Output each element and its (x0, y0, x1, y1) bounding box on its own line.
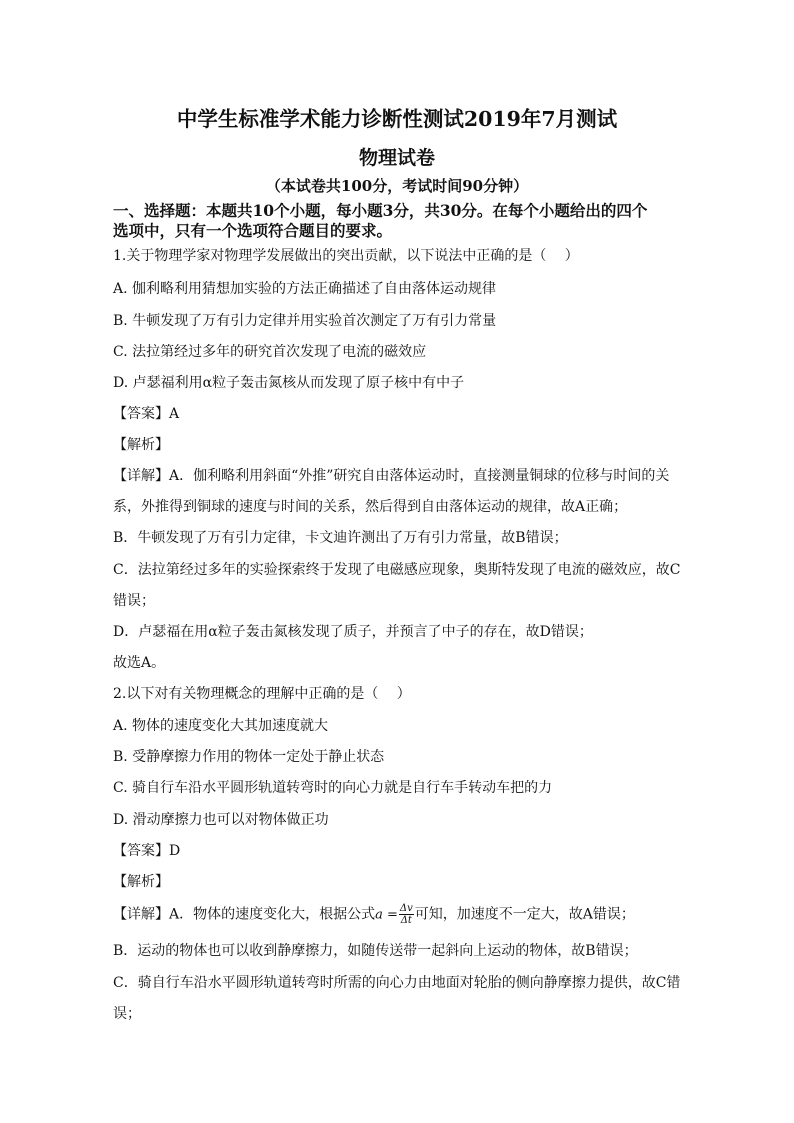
q1-detail-line: C．法拉第经过多年的实验探索终于发现了电磁感应现象，奥斯特发现了电流的磁效应，故C (113, 562, 681, 578)
q2-detail-line: 误； (113, 1006, 141, 1022)
exam-subtitle: 物理试卷 (358, 147, 435, 169)
q1-detail-line: 错误； (113, 593, 155, 609)
q1-detail-line: 故选A。 (113, 655, 166, 671)
q1-option-b: B. 牛顿发现了万有引力定律并用实验首次测定了万有引力常量 (113, 313, 497, 329)
q1-detail-line: 系，外推得到铜球的速度与时间的关系，然后得到自由落体运动的规律，故A正确； (113, 499, 628, 515)
q2-answer: 【答案】D (113, 843, 181, 859)
q2-option-c: C. 骑自行车沿水平圆形轨道转弯时的向心力就是自行车手转动车把的力 (113, 780, 553, 796)
section-heading-line1: 一、选择题：本题共10个小题，每小题3分，共30分。在每个小题给出的四个 (113, 201, 648, 220)
q1-analysis-label: 【解析】 (113, 437, 169, 453)
exam-note: （本试卷共100分，考试时间90分钟） (265, 177, 529, 195)
q1-answer: 【答案】A (113, 406, 180, 422)
formula-numerator: Δv (399, 903, 413, 914)
q2-stem: 2.以下对有关物理概念的理解中正确的是（ ） (113, 686, 411, 702)
q1-stem: 1.关于物理学家对物理学发展做出的突出贡献，以下说法中正确的是（ ） (113, 248, 579, 264)
exam-title: 中学生标准学术能力诊断性测试2019年7月测试 (176, 107, 618, 131)
q2-detail-a-tail: 可知，加速度不一定大，故A错误； (414, 906, 635, 923)
formula-denominator: Δt (400, 915, 412, 926)
q1-option-a: A. 伽利略利用猜想加实验的方法正确描述了自由落体运动规律 (113, 281, 497, 297)
q1-detail-line: 【详解】A．伽利略利用斜面“外推”研究自由落体运动时，直接测量铜球的位移与时间的关 (113, 468, 670, 484)
q1-detail-line: B．牛顿发现了万有引力定律，卡文迪许测出了万有引力常量，故B错误； (113, 530, 568, 546)
q2-detail-line: C．骑自行车沿水平圆形轨道转弯时所需的向心力由地面对轮胎的侧向静摩擦力提供，故C错 (113, 975, 681, 991)
q2-option-b: B. 受静摩擦力作用的物体一定处于静止状态 (113, 749, 385, 765)
formula-lhs: a = (375, 907, 398, 923)
q2-detail-a-text: 【详解】A．物体的速度变化大，根据公式 (113, 906, 376, 923)
section-heading-line2: 选项中，只有一个选项符合题目的要求。 (113, 221, 393, 240)
q1-detail-line: D．卢瑟福在用α粒子轰击氮核发现了质子，并预言了中子的存在，故D错误； (113, 624, 593, 640)
q2-option-a: A. 物体的速度变化大其加速度就大 (113, 718, 329, 734)
q1-option-c: C. 法拉第经过多年的研究首次发现了电流的磁效应 (113, 344, 427, 360)
q1-option-d: D. 卢瑟福利用α粒子轰击氮核从而发现了原子核中有中子 (113, 375, 465, 391)
q2-analysis-label: 【解析】 (113, 874, 169, 890)
formula-fraction (399, 903, 414, 926)
q2-detail-line: B．运动的物体也可以收到静摩擦力，如随传送带一起斜向上运动的物体，故B错误； (113, 943, 638, 959)
q2-detail-a (113, 903, 683, 926)
q2-option-d: D. 滑动摩擦力也可以对物体做正功 (113, 812, 329, 828)
